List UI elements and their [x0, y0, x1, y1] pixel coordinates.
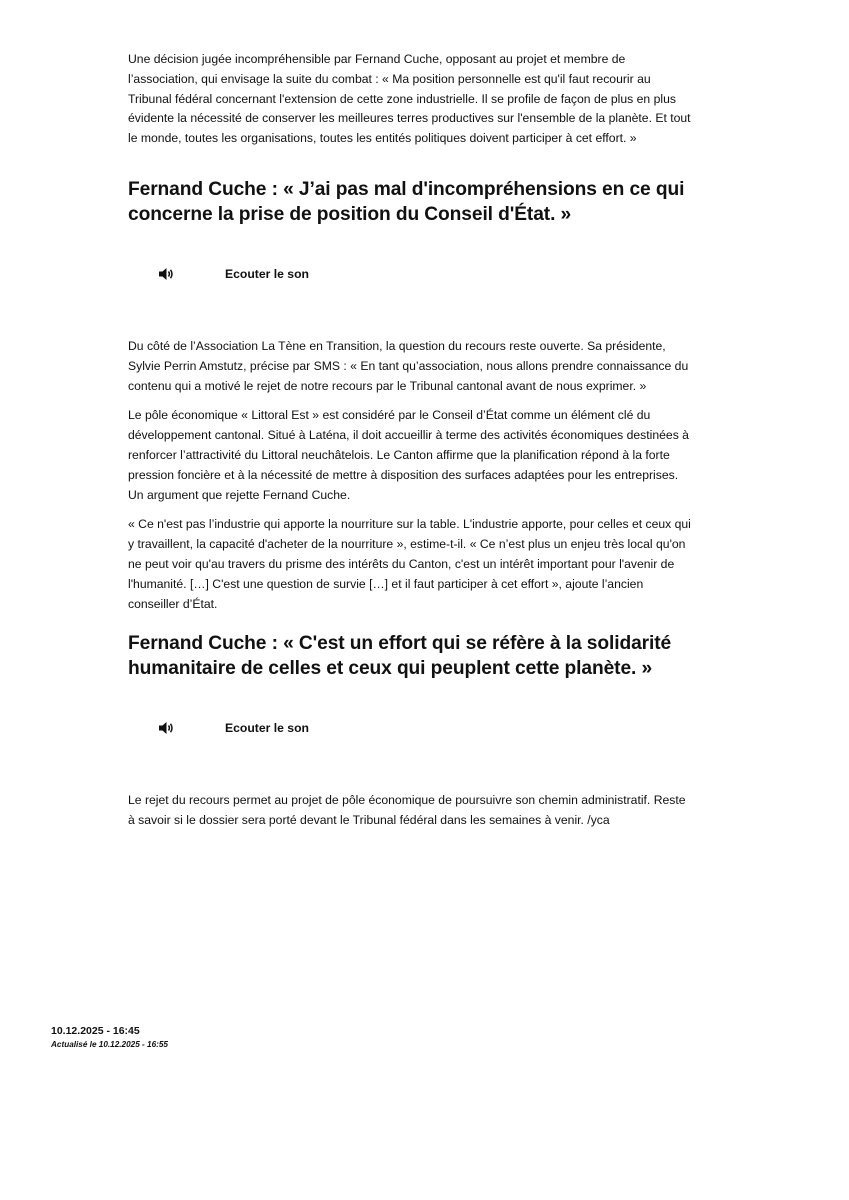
listen-audio-button[interactable]: Ecouter le son — [225, 266, 309, 281]
quote-heading: Fernand Cuche : « C'est un effort qui se réfère à la solidarité humanitaire de celles et ceux qui peuplent cette planète. » — [128, 633, 672, 680]
speaker-icon[interactable] — [158, 720, 176, 736]
audio-player[interactable] — [128, 717, 693, 739]
updated-date: Actualisé le 10.12.2025 - 16:55 — [51, 1040, 168, 1049]
published-date: 10.12.2025 - 16:45 — [51, 1025, 140, 1037]
article-paragraph: « Ce n'est pas l’industrie qui apporte la nourriture sur la table. L'industrie apporte, pour celles et ceux qui y travaillent, la capacité d'acheter de la nourriture », estime-t-il. « Ce n’est plus un enjeu très local qu'on ne peut voir qu'au travers du prisme des intérêts du Canton, c'est un intérêt important pour l'avenir de l'humanité. […] C'est une question de survie […] et il faut participer à cet effort », ajoute l’ancien conseiller d’État. — [128, 517, 691, 611]
article-paragraph: Le rejet du recours permet au projet de pôle économique de poursuivre son chemin administratif. Reste à savoir si le dossier sera porté devant le Tribunal fédéral dans les semaines à venir. /yca — [128, 793, 686, 828]
article-paragraph: Du côté de l’Association La Tène en Transition, la question du recours reste ouverte. Sa présidente, Sylvie Perrin Amstutz, précise par SMS : « En tant qu’association, nous allons prendre connaissance du contenu qui a motivé le rejet de notre recours par le Tribunal cantonal avant de nous exprimer. » — [128, 338, 689, 393]
article-meta — [51, 1023, 168, 1051]
article-body — [128, 50, 693, 841]
article-paragraph: Une décision jugée incompréhensible par Fernand Cuche, opposant au projet et membre de l’association, qui envisage la suite du combat : « Ma position personnelle est qu'il faut recourir au Tribunal fédéral concernant l'extension de cette zone industrielle. Il se profile de façon de plus en plus évidente la nécessité de conserver les meilleures terres productives sur l'ensemble de la planète. Et tout le monde, toutes les organisations, toutes les entités politiques doivent participer à cet effort. » — [128, 52, 691, 146]
audio-player[interactable] — [128, 263, 693, 285]
article-paragraph: Le pôle économique « Littoral Est » est considéré par le Conseil d’État comme un élément clé du développement cantonal. Situé à Laténa, il doit accueillir à terme des activités économiques destinées à renforcer l’attractivité du Littoral neuchâtelois. Le Canton affirme que la planification répond à la forte pression foncière et à la nécessité de mettre à disposition des surfaces adaptées pour les entreprises. Un argument que rejette Fernand Cuche. — [128, 408, 689, 502]
speaker-icon[interactable] — [158, 266, 176, 282]
listen-audio-button[interactable]: Ecouter le son — [225, 721, 309, 736]
quote-heading: Fernand Cuche : « J’ai pas mal d'incompréhensions en ce qui concerne la prise de position du Conseil d'État. » — [128, 178, 685, 225]
